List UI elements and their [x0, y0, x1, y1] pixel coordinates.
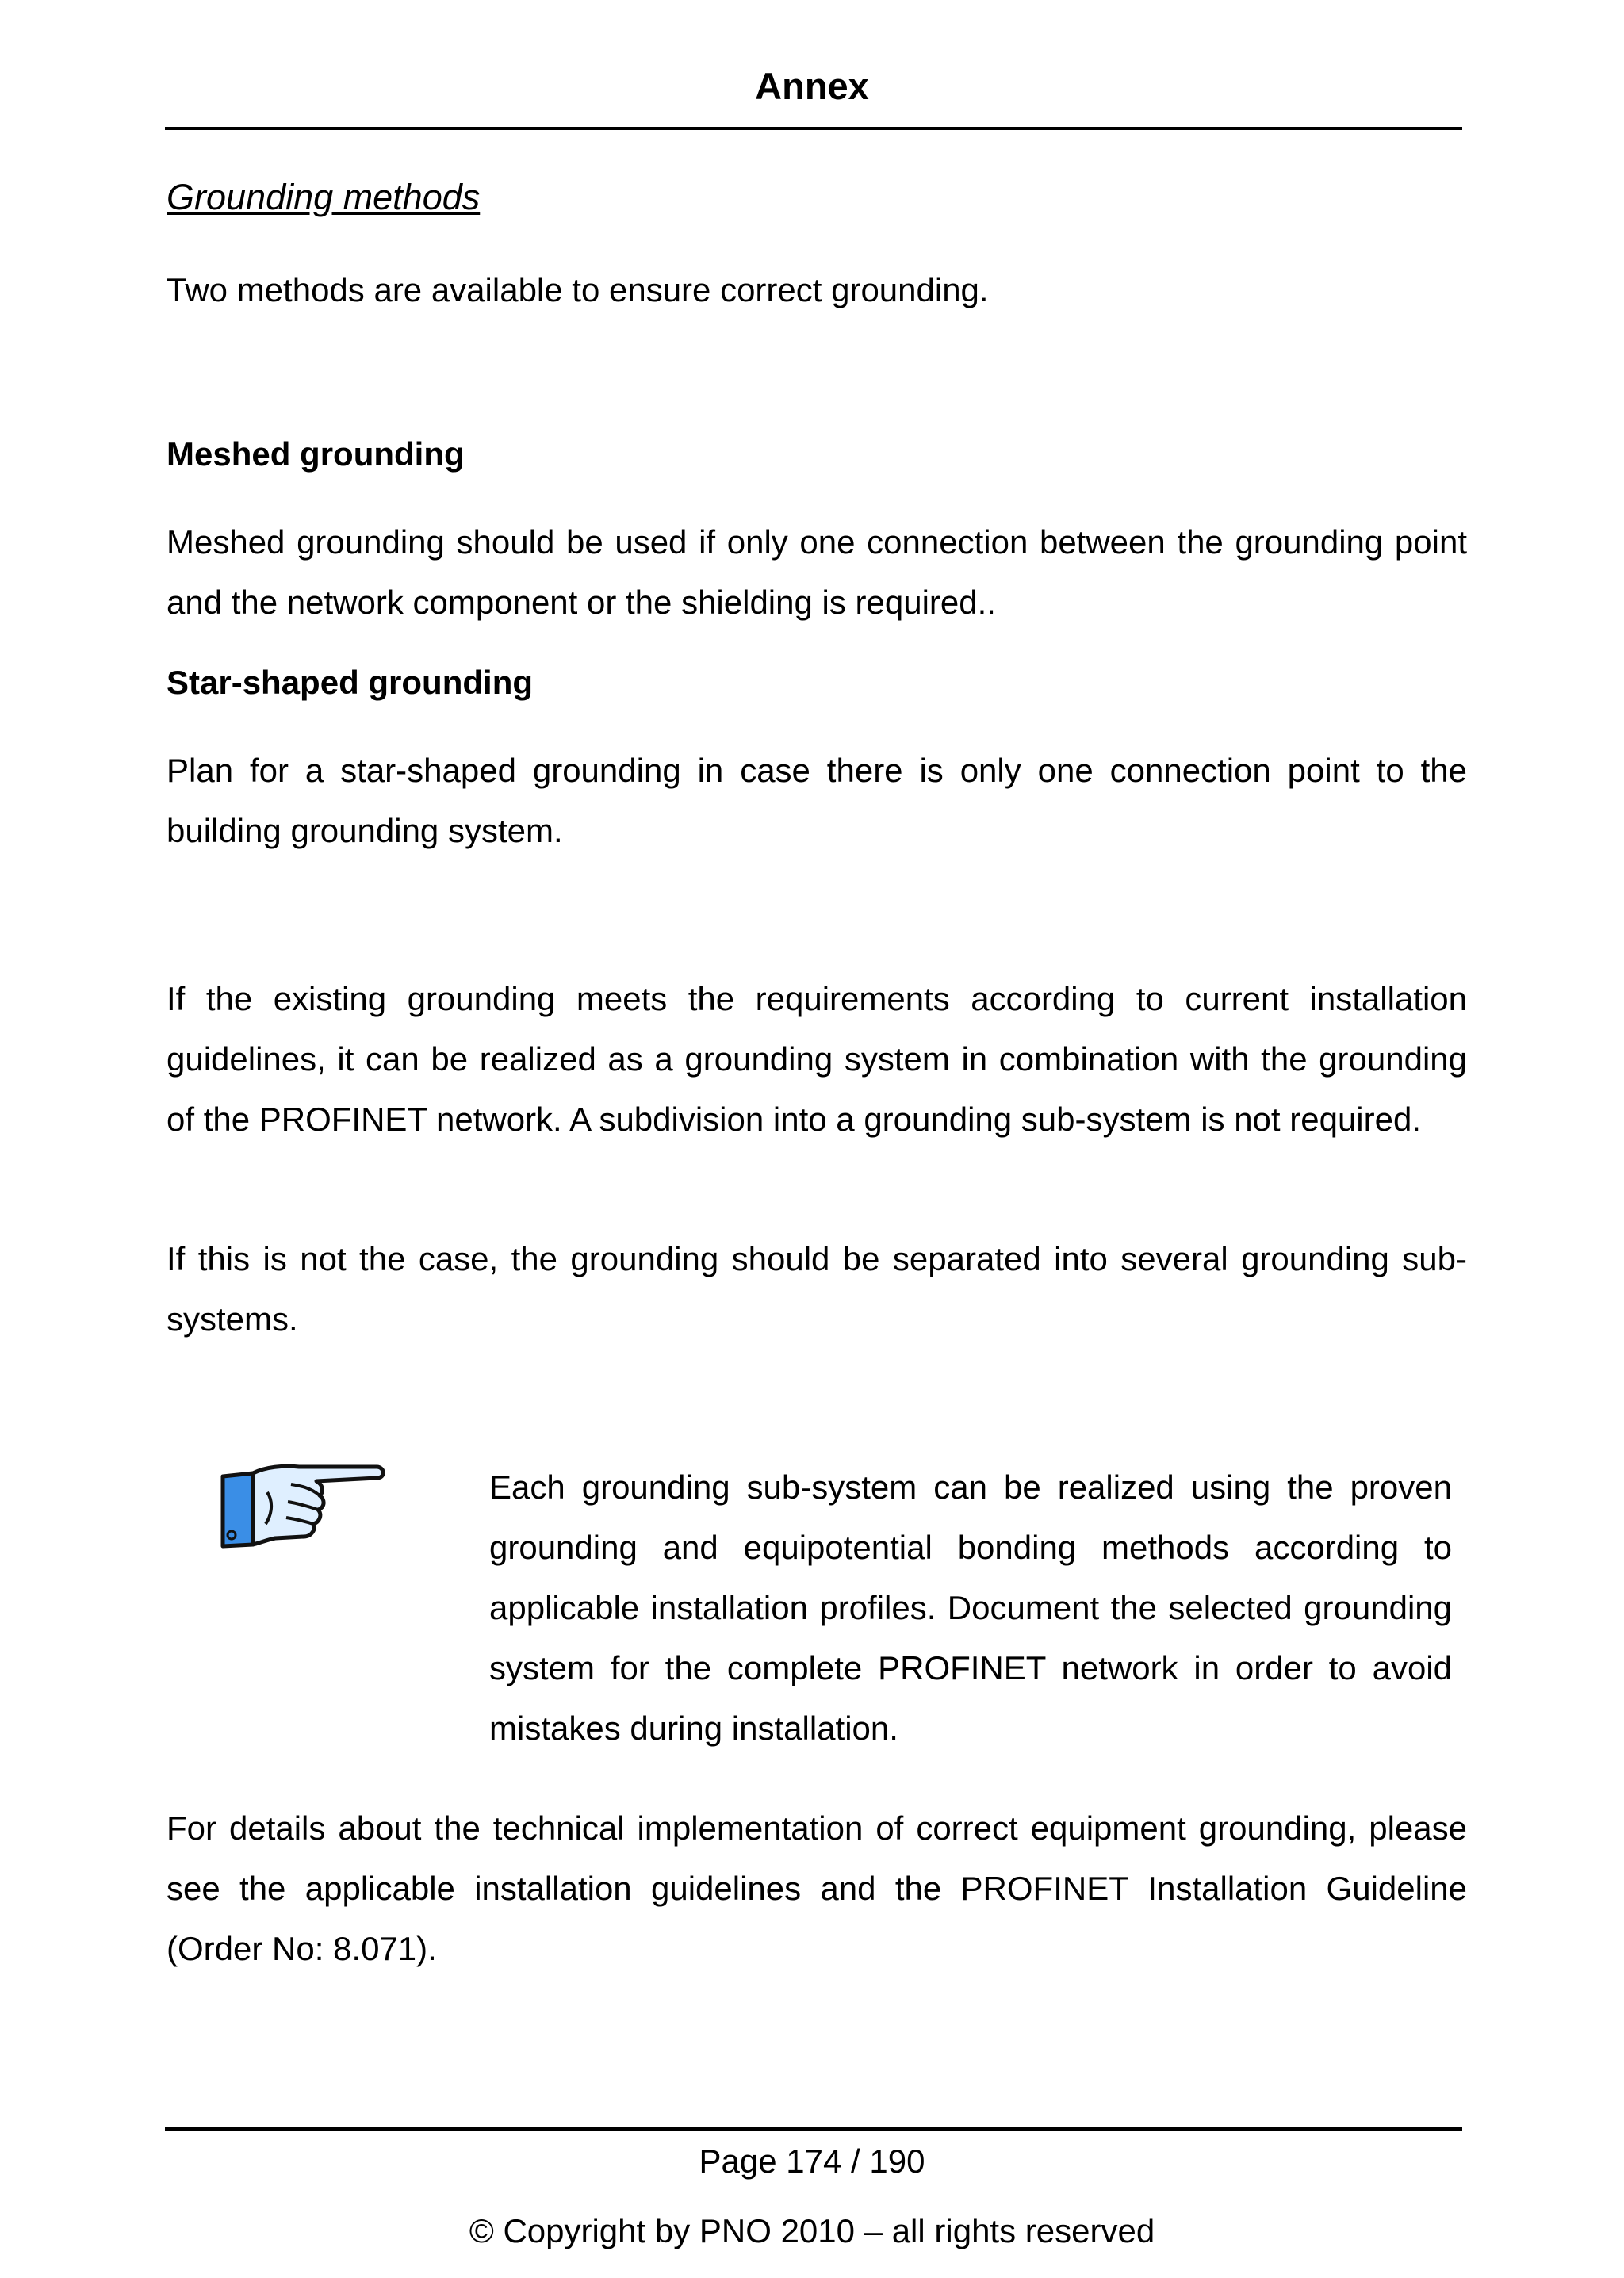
section-title: Grounding methods — [167, 177, 481, 217]
header-divider — [165, 127, 1462, 130]
note-paragraph: Each grounding sub-system can be realized using the proven grounding and equipotential bonding methods according to applicable installation profiles. Document the selected grounding system for the complete PROFINET network in order to avoid mistakes during installation. — [489, 1468, 1452, 1747]
footer-divider — [165, 2127, 1462, 2131]
pointing-hand-icon — [218, 1461, 393, 1556]
page-header-title: Annex — [755, 65, 869, 107]
meshed-grounding-heading: Meshed grounding — [167, 435, 465, 473]
star-grounding-heading: Star-shaped grounding — [167, 664, 533, 701]
page-number: Page 174 / 190 — [699, 2142, 925, 2180]
star-grounding-paragraph: Plan for a star-shaped grounding in case there is only one connection point to the building grounding system. — [167, 752, 1467, 849]
details-paragraph: For details about the technical implementation of correct equipment grounding, please see the applicable installation guidelines and the PROFINET Installation Guideline (Order No: 8.071). — [167, 1809, 1467, 1967]
meshed-grounding-paragraph: Meshed grounding should be used if only one connection between the grounding point and the network component or the shielding is required.. — [167, 523, 1467, 621]
separate-grounding-paragraph: If this is not the case, the grounding should be separated into several grounding sub-systems. — [167, 1240, 1467, 1338]
existing-grounding-paragraph: If the existing grounding meets the requirements according to current installation guidelines, it can be realized as a grounding system in combination with the grounding of the PROFINET network. A subdivision into a grounding sub-system is not required. — [167, 980, 1467, 1138]
copyright-notice: © Copyright by PNO 2010 – all rights reserved — [469, 2212, 1155, 2249]
intro-paragraph: Two methods are available to ensure correct grounding. — [167, 271, 989, 308]
